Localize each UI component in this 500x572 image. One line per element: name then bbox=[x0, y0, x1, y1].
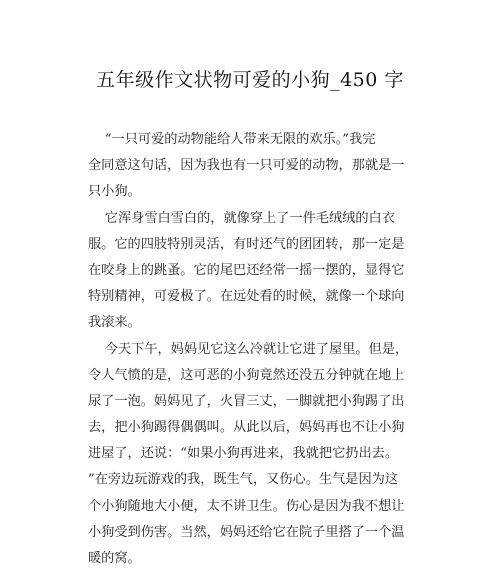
text-line: 个小狗随地大小便，太不讲卫生。伤心是因为我不想让 bbox=[88, 498, 405, 514]
text-line: 今天下午，妈妈见它这么冷就让它进了屋里。但是， bbox=[88, 341, 409, 357]
text-line: 进屋了，还说：“如果小狗再进来，我就把它扔出去。 bbox=[88, 446, 399, 462]
text-line: 令人气愤的是，这可恶的小狗竟然还没五分钟就在地上 bbox=[88, 367, 405, 383]
text-line: ”在旁边玩游戏的我，既生气，又伤心。生气是因为这 bbox=[88, 472, 399, 488]
text-line: “一只可爱的动物能给人带来无限的欢乐。”我完 bbox=[88, 132, 376, 147]
text-line: 暖的窝。 bbox=[88, 551, 141, 566]
text-line: 只小狗。 bbox=[88, 184, 141, 200]
text-line: 尿了一泡。妈妈见了，火冒三丈，一脚就把小狗踢了出 bbox=[88, 393, 405, 409]
text-line: 服。它的四肢特别灵活，有时还气的团团转，那一定是 bbox=[88, 236, 405, 252]
text-line: 它浑身雪白雪白的，就像穿上了一件毛绒绒的白衣 bbox=[88, 210, 395, 226]
text-line: 特别精神，可爱极了。在远处看的时候，就像一个球向 bbox=[88, 289, 405, 305]
text-line: 小狗受到伤害。当然，妈妈还给它在院子里搭了一个温 bbox=[88, 524, 405, 540]
text-line: 全同意这句话，因为我也有一只可爱的动物，那就是一 bbox=[88, 158, 405, 174]
text-line: 在咬身上的跳蚤。它的尾巴还经常一摇一摆的，显得它 bbox=[88, 262, 405, 278]
text-line: 我滚来。 bbox=[88, 315, 141, 331]
document-body bbox=[88, 127, 424, 572]
document-title: 五年级作文状物可爱的小狗_450 字 bbox=[96, 69, 404, 91]
text-line: 去，把小狗踢得偶偶叫。从此以后，妈妈再也不让小狗 bbox=[88, 420, 405, 436]
